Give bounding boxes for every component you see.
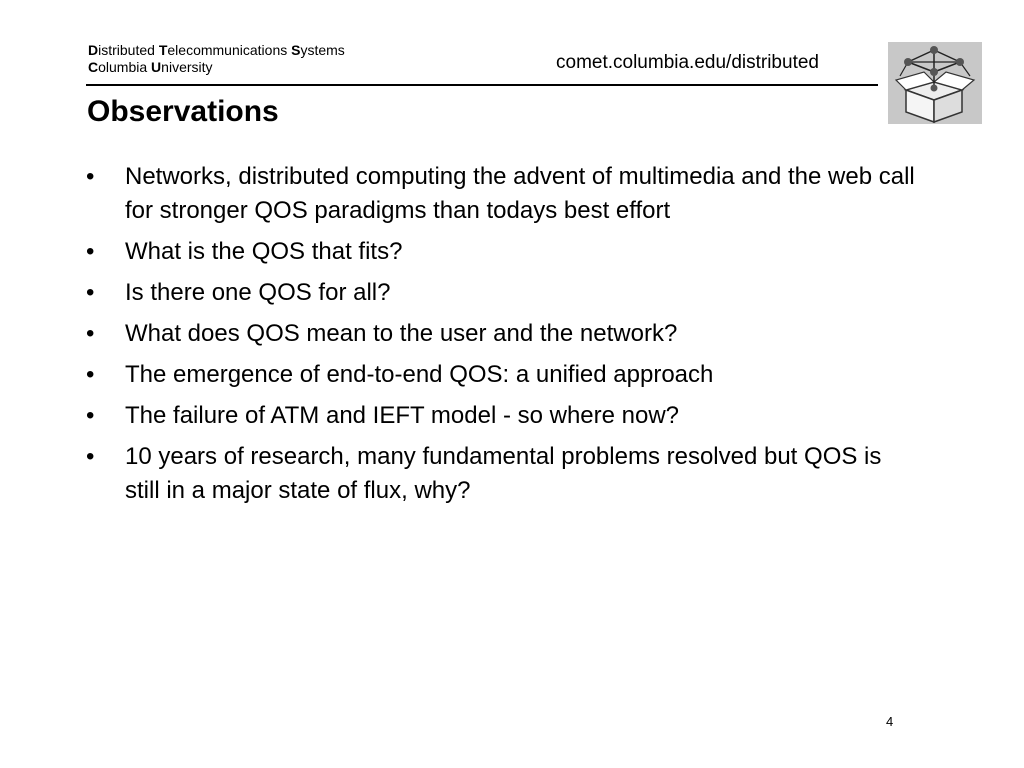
page-number: 4 [886,714,894,729]
list-item [86,399,916,433]
bullet-dot: • [86,238,95,265]
bullet-dot: • [86,320,95,347]
bullet-text: Is there one QOS for all? [125,279,391,306]
bullet-dot: • [86,402,95,429]
header-rule [86,84,878,86]
list-item [86,317,916,351]
list-item [86,160,916,228]
bullet-text: The emergence of end-to-end QOS: a unified approach [125,361,714,388]
page-title: Observations [87,95,279,128]
header-org [88,42,345,76]
org-line-2: Columbia University [88,59,213,75]
bullet-text: What is the QOS that fits? [125,238,403,265]
list-item [86,440,916,508]
network-box-logo-icon [888,42,982,124]
list-item [86,235,916,269]
bullet-text: 10 years of research, many fundamental problems resolved but QOS is still in a major state of flux, why? [125,443,882,504]
org-line-1: Distributed Telecommunications Systems [88,42,345,58]
bullet-dot: • [86,163,95,190]
bullet-dot: • [86,279,95,306]
list-item [86,358,916,392]
list-item [86,276,916,310]
header-url: comet.columbia.edu/distributed [556,52,819,73]
bullet-text: The failure of ATM and IEFT model - so where now? [125,402,680,429]
bullet-dot: • [86,361,95,388]
bullet-text: What does QOS mean to the user and the network? [125,320,678,347]
bullet-list [86,160,916,515]
bullet-dot: • [86,443,95,470]
bullet-text: Networks, distributed computing the advent of multimedia and the web call for stronger QOS paradigms than todays best effort [125,163,915,224]
